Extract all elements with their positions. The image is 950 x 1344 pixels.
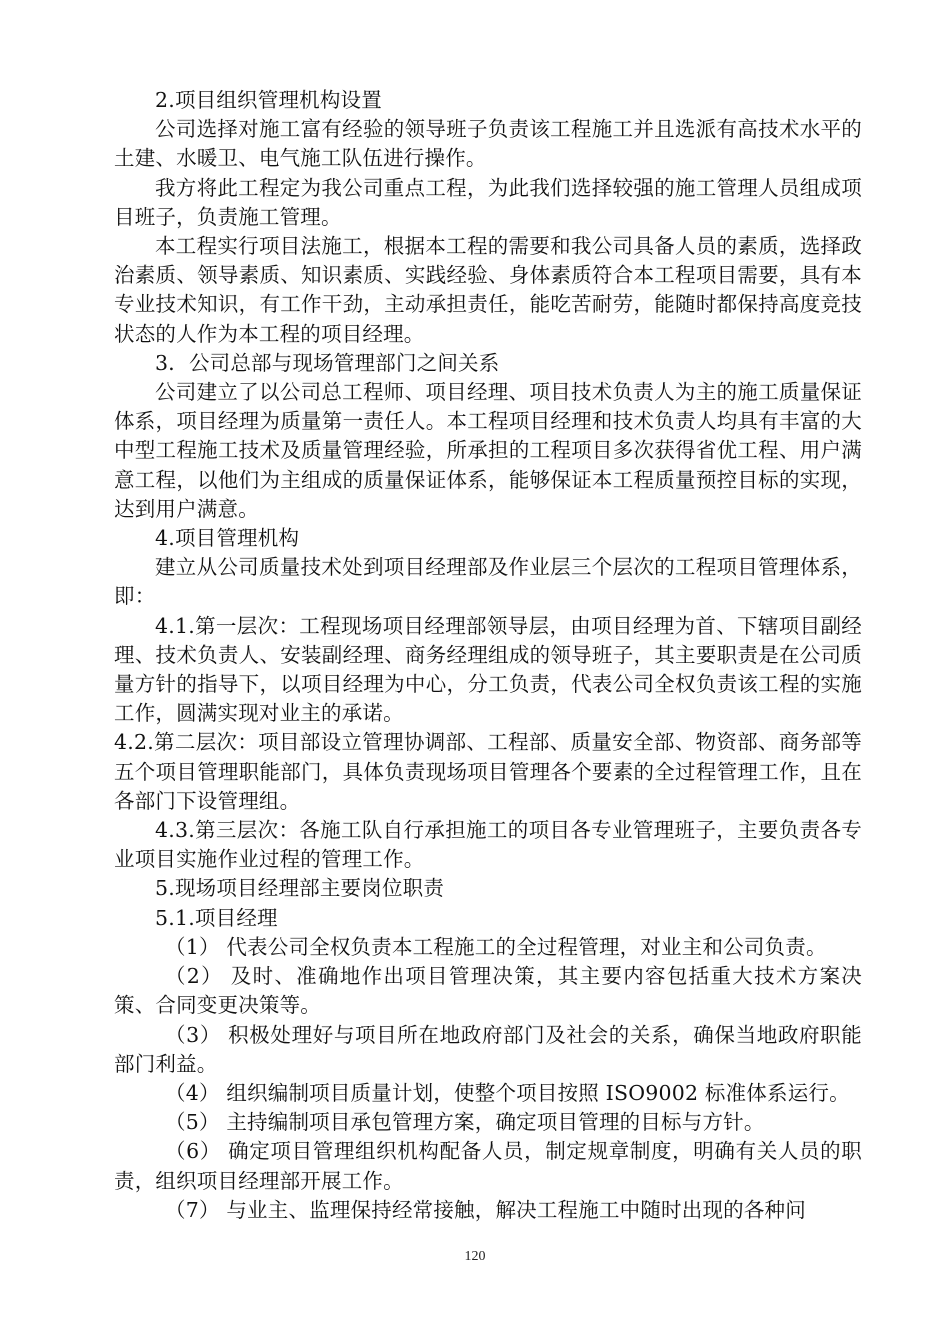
list-item: （7） 与业主、监理保持经常接触，解决工程施工中随时出现的各种问	[165, 1197, 806, 1222]
paragraph: 4.1.第一层次：工程现场项目经理部领导层，由项目经理为首、下辖项目副经理、技术负责人、安装副经理、商务经理组成的领导班子，其主要职责是在公司质量方针的指导下，以项目经理为中心，分工负责，代表公司全权负责该工程的实施工作，圆满实现对业主的承诺。	[114, 613, 862, 726]
section-heading: 2.项目组织管理机构设置	[155, 88, 382, 112]
paragraph: 建立从公司质量技术处到项目经理部及作业层三个层次的工程项目管理体系，即：	[114, 555, 862, 609]
page-number: 120	[464, 1249, 486, 1264]
list-item: （2） 及时、准确地作出项目管理决策，其主要内容包括重大技术方案决策、合同变更决策等。	[114, 964, 862, 1018]
list-item: （4） 组织编制项目质量计划，使整个项目按照 ISO9002 标准体系运行。	[165, 1080, 850, 1105]
section-heading: 3．公司总部与现场管理部门之间关系	[155, 350, 500, 375]
list-item: （5） 主持编制项目承包管理方案，确定项目管理的目标与方针。	[165, 1110, 765, 1135]
section-heading: 4.项目管理机构	[155, 526, 300, 551]
paragraph: 4.3.第三层次：各施工队自行承担施工的项目各专业管理班子，主要负责各专业项目实施作业过程的管理工作。	[114, 818, 862, 872]
subsection-heading: 5.1.项目经理	[155, 905, 278, 930]
paragraph: 4.2.第二层次：项目部设立管理协调部、工程部、质量安全部、物资部、商务部等五个项目管理职能部门，具体负责现场项目管理各个要素的全过程管理工作，且在各部门下设管理组。	[114, 730, 862, 813]
paragraph: 我方将此工程定为我公司重点工程，为此我们选择较强的施工管理人员组成项目班子，负责施工管理。	[114, 175, 862, 229]
section-heading: 5.现场项目经理部主要岗位职责	[155, 876, 445, 901]
paragraph: 公司建立了以公司总工程师、项目经理、项目技术负责人为主的施工质量保证体系，项目经理为质量第一责任人。本工程项目经理和技术负责人均具有丰富的大中型工程施工技术及质量管理经验，所承担的工程项目多次获得省优工程、用户满意工程，以他们为主组成的质量保证体系，能够保证本工程质量预控目标的实现，达到用户满意。	[114, 380, 862, 521]
list-item: （6） 确定项目管理组织机构配备人员，制定规章制度，明确有关人员的职责，组织项目经理部开展工作。	[114, 1139, 862, 1193]
document-body	[114, 86, 862, 1225]
list-item: （1） 代表公司全权负责本工程施工的全过程管理，对业主和公司负责。	[165, 934, 827, 959]
list-item: （3） 积极处理好与项目所在地政府部门及社会的关系，确保当地政府职能部门利益。	[114, 1022, 862, 1076]
paragraph: 公司选择对施工富有经验的领导班子负责该工程施工并且选派有高技术水平的土建、水暖卫、电气施工队伍进行操作。	[114, 117, 862, 171]
paragraph: 本工程实行项目法施工，根据本工程的需要和我公司具备人员的素质，选择政治素质、领导素质、知识素质、实践经验、身体素质符合本工程项目需要，具有本专业技术知识，有工作干劲，主动承担责任，能吃苦耐劳，能随时都保持高度竞技状态的人作为本工程的项目经理。	[114, 234, 862, 346]
